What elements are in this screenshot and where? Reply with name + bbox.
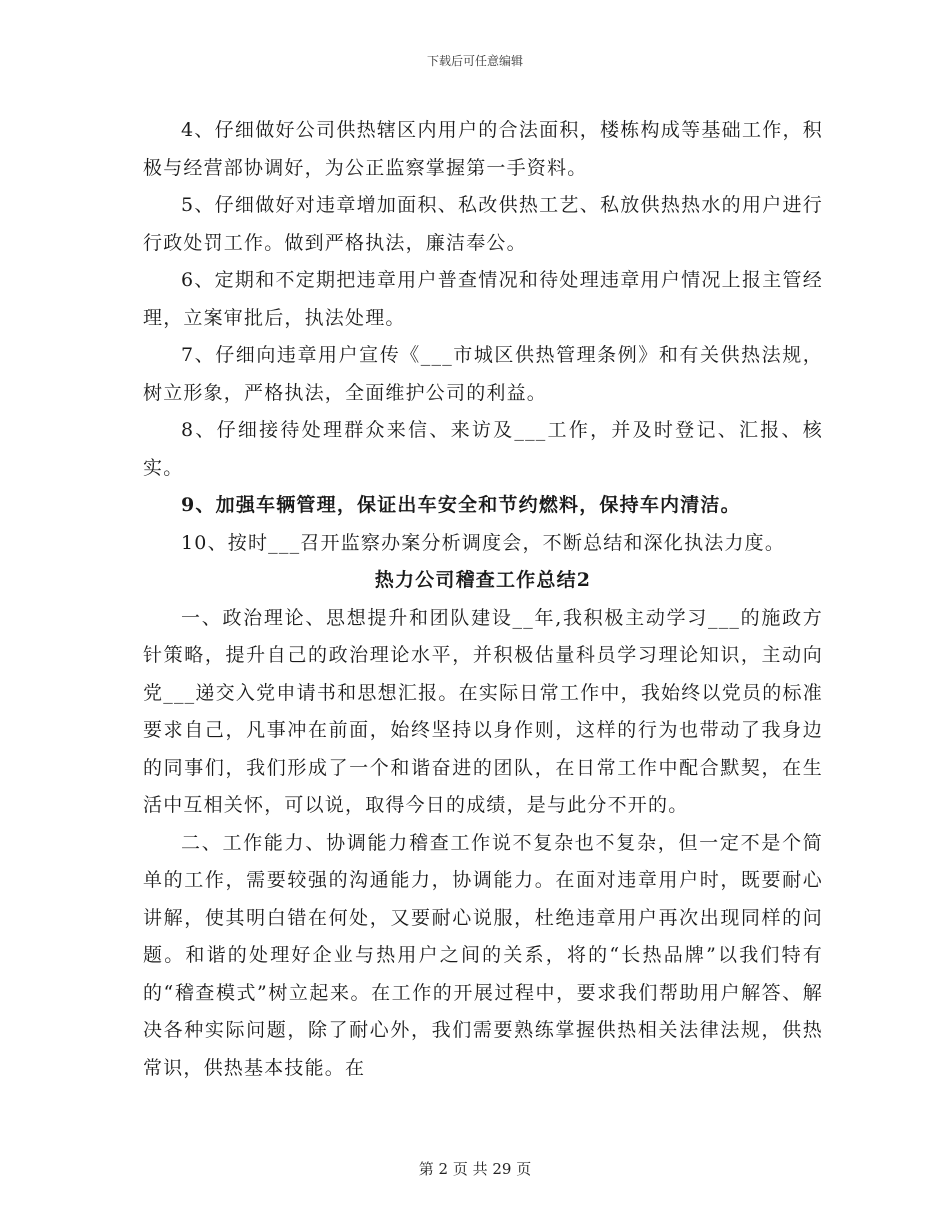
paragraph-work-ability: 二、工作能力、协调能力稽查工作说不复杂也不复杂，但一定不是个简单的工作，需要较强的沟通能力，协调能力。在面对违章用户时，既要耐心讲解，使其明白错在何处，又要耐心说服，杜绝违章用户再次出现同样的问题。和谐的处理好企业与热用户之间的关系，将的“长热品牌”以我们特有的“稽查模式”树立起来。在工作的开展过程中，要求我们帮助用户解答、解决各种实际问题，除了耐心外，我们需要熟练掌握供热相关法律法规，供热常识，供热基本技能。在 bbox=[143, 831, 823, 1079]
page-footer: 第 2 页 共 29 页 bbox=[418, 1160, 532, 1178]
paragraph-item-6: 6、定期和不定期把违章用户普查情况和待处理违章用户情况上报主管经理，立案审批后，执法处理。 bbox=[143, 269, 823, 329]
section-title: 热力公司稽查工作总结2 bbox=[374, 569, 592, 591]
paragraph-item-9-bold: 9、加强车辆管理，保证出车安全和节约燃料，保持车内清洁。 bbox=[181, 494, 741, 516]
paragraph-political-theory: 一、政治理论、思想提升和团队建设__年,我积极主动学习___的施政方针策略，提升自己的政治理论水平，并积极估量科员学习理论知识，主动向党___递交入党申请书和思想汇报。在实际日常工作中，我始终以党员的标准要求自己，凡事冲在前面，始终坚持以身作则，这样的行为也带动了我身边的同事们，我们形成了一个和谐奋进的团队，在日常工作中配合默契，在生活中互相关怀，可以说，取得今日的成绩，是与此分不开的。 bbox=[143, 606, 823, 816]
paragraph-item-4: 4、仔细做好公司供热辖区内用户的合法面积，楼栋构成等基础工作，积极与经营部协调好，为公正监察掌握第一手资料。 bbox=[143, 119, 823, 179]
paragraph-item-8: 8、仔细接待处理群众来信、来访及___工作，并及时登记、汇报、核实。 bbox=[143, 419, 823, 479]
page-header: 下载后可任意编辑 bbox=[426, 54, 523, 68]
document-body bbox=[143, 112, 823, 1087]
paragraph-item-5: 5、仔细做好对违章增加面积、私改供热工艺、私放供热热水的用户进行行政处罚工作。做到严格执法，廉洁奉公。 bbox=[143, 194, 823, 254]
paragraph-item-10: 10、按时___召开监察办案分析调度会，不断总结和深化执法力度。 bbox=[181, 531, 786, 554]
paragraph-item-7: 7、仔细向违章用户宣传《___市城区供热管理条例》和有关供热法规，树立形象，严格执法，全面维护公司的利益。 bbox=[143, 344, 823, 404]
